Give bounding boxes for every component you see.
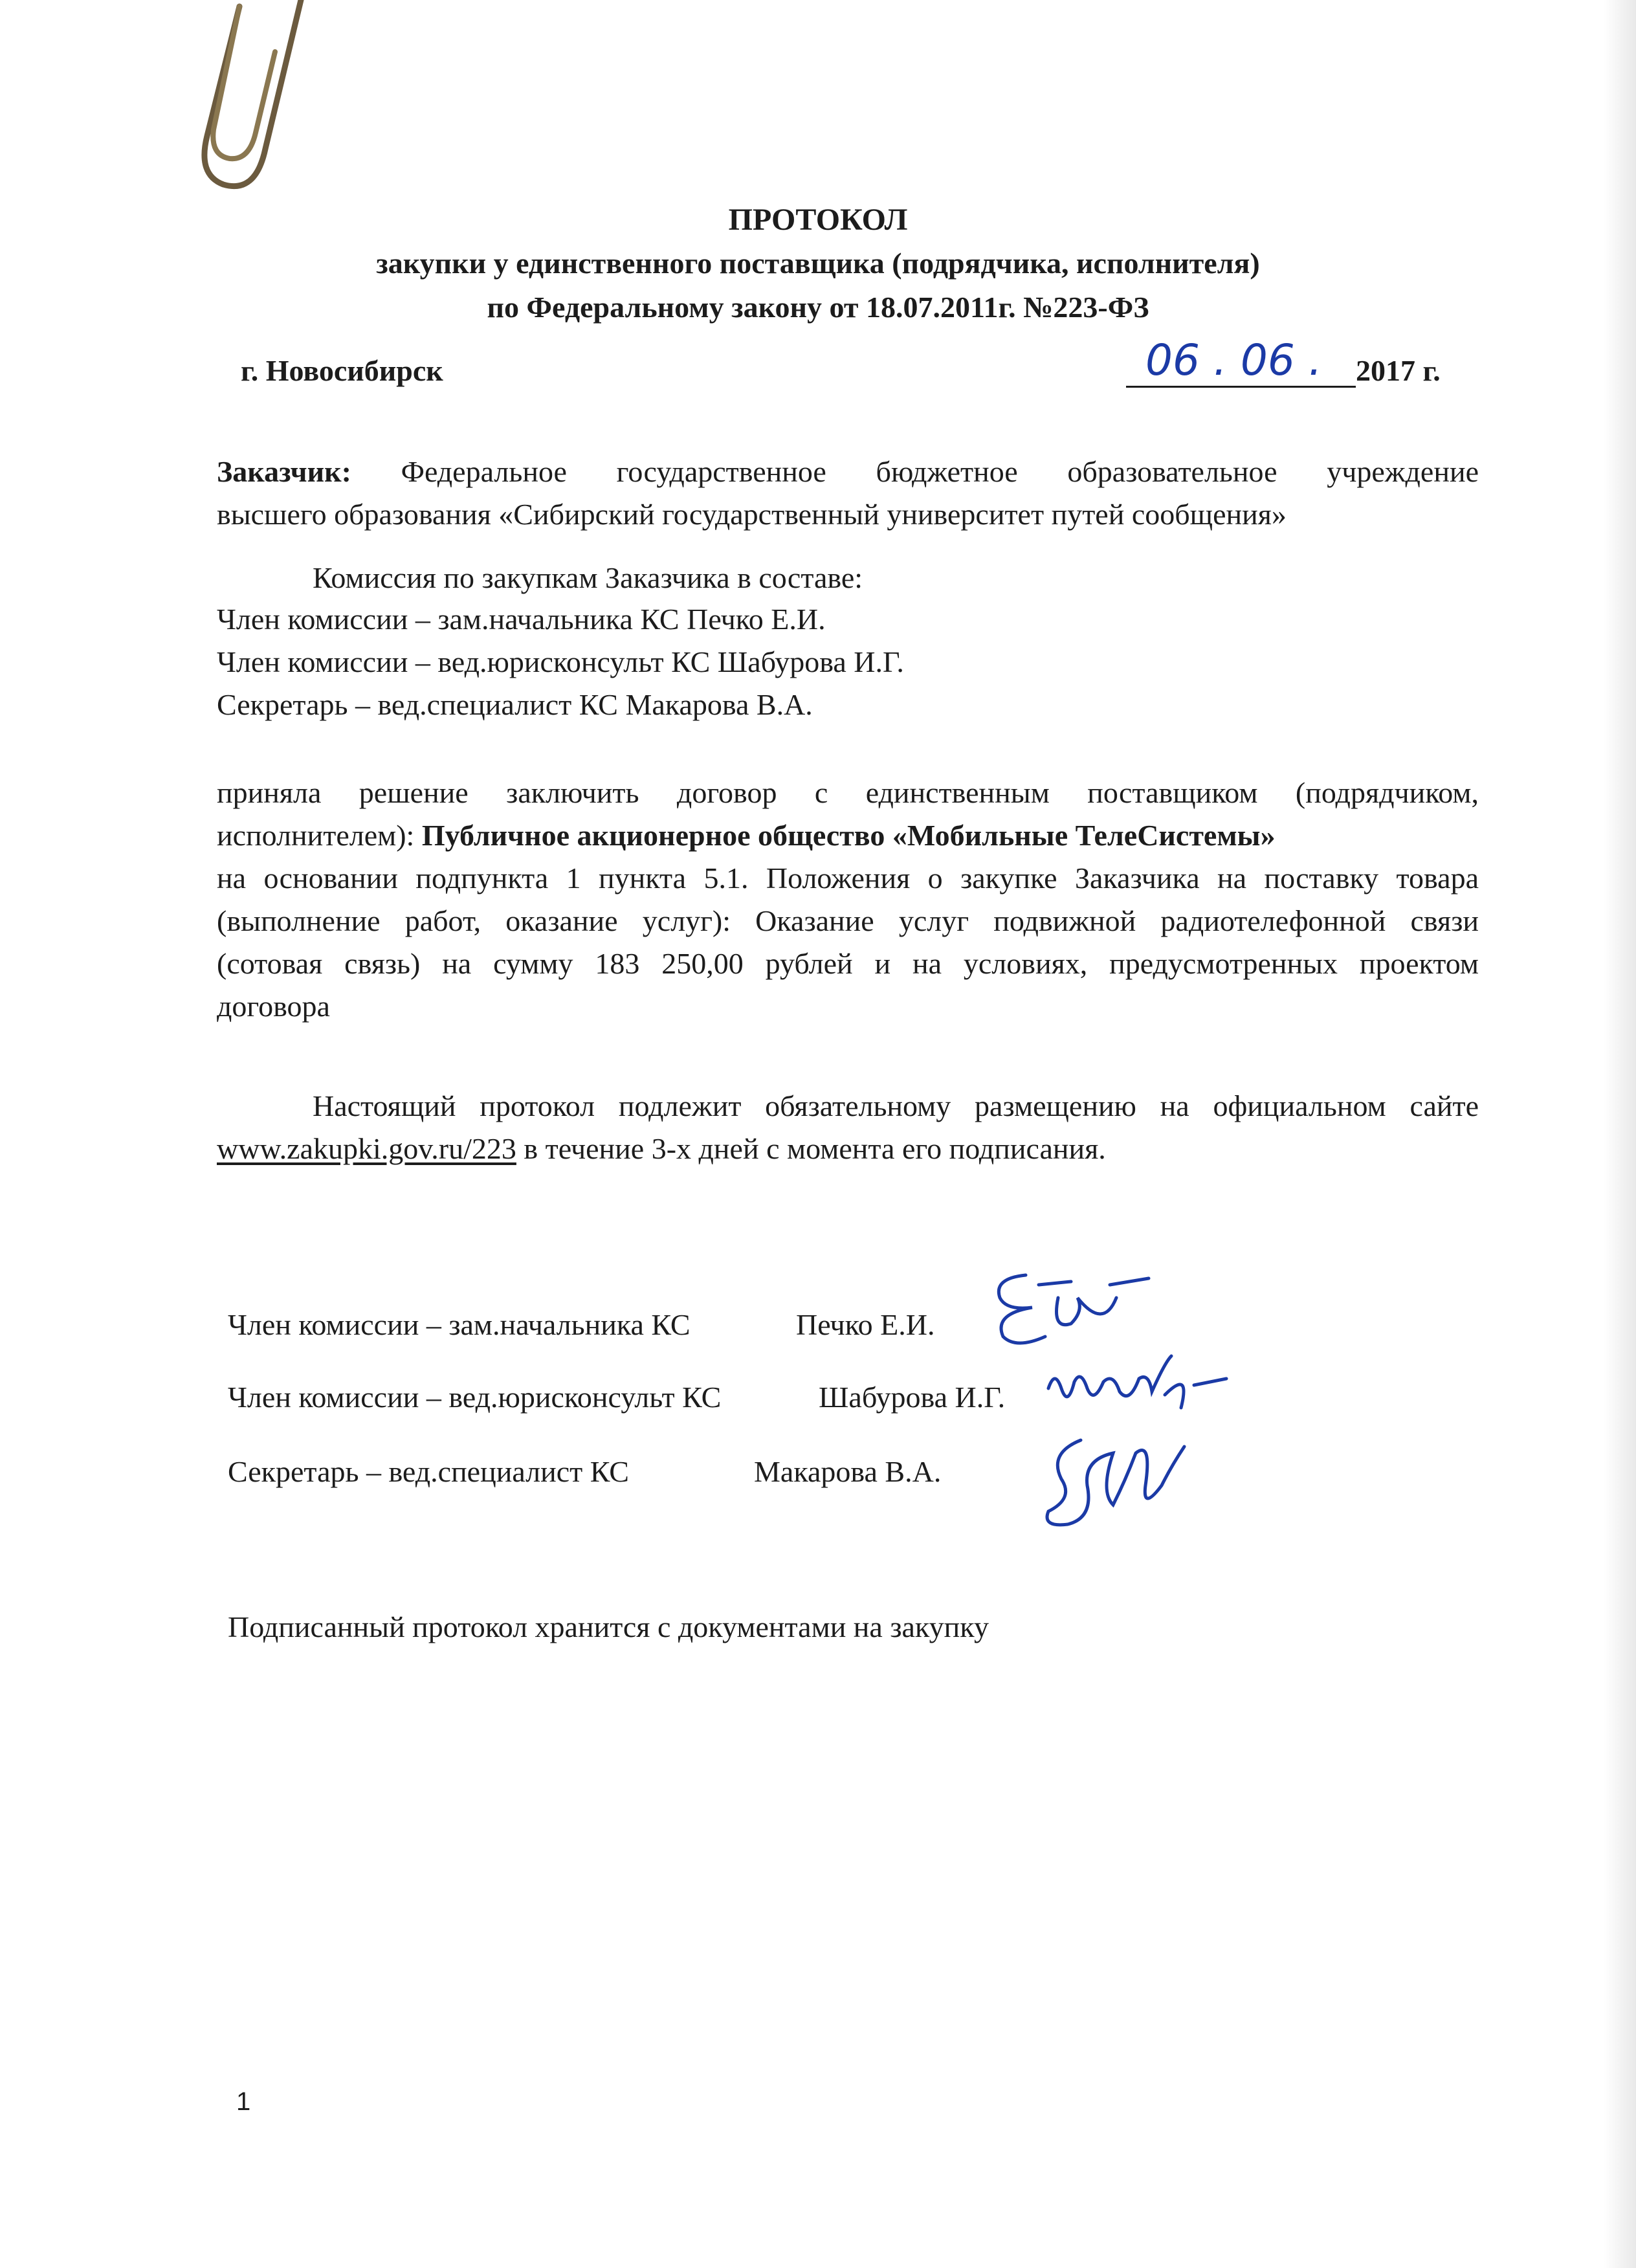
- page-subtitle-2: по Федеральному закону от 18.07.2011г. №223-ФЗ: [487, 291, 1149, 324]
- member-1: Член комиссии – зам.начальника КС Печко Е.И.: [217, 603, 826, 636]
- date-handwritten: 06 . 06 .: [1145, 335, 1322, 385]
- date-underline: [1126, 386, 1356, 388]
- basis-line-2: (выполнение работ, оказание услуг): Оказание услуг подвижной радиотелефонной связи: [217, 904, 1479, 937]
- signature-role-3: Секретарь – вед.специалист КС: [228, 1455, 629, 1488]
- commission-intro: Комиссия по закупкам Заказчика в составе:: [313, 561, 863, 594]
- member-3: Секретарь – вед.специалист КС Макарова В.А.: [217, 688, 813, 721]
- publish-line-1: Настоящий протокол подлежит обязательному размещению на официальном сайте: [313, 1089, 1479, 1122]
- customer-line-2: высшего образования «Сибирский государственный университет путей сообщения»: [217, 498, 1287, 531]
- page-edge-shadow: [1604, 0, 1636, 2268]
- decision-line-1: приняла решение заключить договор с единственным поставщиком (подрядчиком,: [217, 776, 1479, 809]
- footer-note: Подписанный протокол хранится с документами на закупку: [228, 1610, 989, 1643]
- page-number: 1: [236, 2087, 251, 2116]
- basis-line-1: на основании подпункта 1 пункта 5.1. Положения о закупке Заказчика на поставку товара: [217, 862, 1479, 895]
- signature-role-2: Член комиссии – вед.юрисконсульт КС: [228, 1381, 722, 1414]
- decision-line-2: [217, 817, 1276, 854]
- paperclip-icon: [194, 0, 324, 214]
- signature-role-1: Член комиссии – зам.начальника КС: [228, 1308, 691, 1341]
- decision-line-2-prefix: исполнителем):: [217, 819, 422, 852]
- customer-label: Заказчик:: [217, 455, 351, 488]
- date-year: 2017 г.: [1356, 354, 1441, 387]
- supplier-name: Публичное акционерное общество «Мобильные ТелеСистемы»: [421, 819, 1276, 852]
- basis-line-4: договора: [217, 990, 330, 1023]
- signature-name-2: Шабурова И.Г.: [819, 1381, 1006, 1414]
- page-subtitle-1: закупки у единственного поставщика (подрядчика, исполнителя): [376, 247, 1260, 280]
- publish-line-2-rest: в течение 3-х дней с момента его подписания.: [516, 1132, 1106, 1165]
- signature-name-1: Печко Е.И.: [796, 1308, 935, 1341]
- signature-name-3: Макарова В.А.: [754, 1455, 942, 1488]
- handwritten-signature-makarova: [1022, 1414, 1191, 1544]
- customer-line-1-text: Федеральное государственное бюджетное образовательное учреждение: [401, 455, 1479, 488]
- publish-line-2: [217, 1130, 1106, 1168]
- customer-line-1: [217, 453, 1479, 491]
- page-title: ПРОТОКОЛ: [728, 203, 908, 237]
- member-2: Член комиссии – вед.юрисконсульт КС Шабурова И.Г.: [217, 645, 904, 678]
- zakupki-link[interactable]: www.zakupki.gov.ru/223: [217, 1132, 516, 1165]
- basis-line-3: (сотовая связь) на сумму 183 250,00 рублей и на условиях, предусмотренных проектом: [217, 947, 1479, 980]
- city: г. Новосибирск: [241, 354, 443, 387]
